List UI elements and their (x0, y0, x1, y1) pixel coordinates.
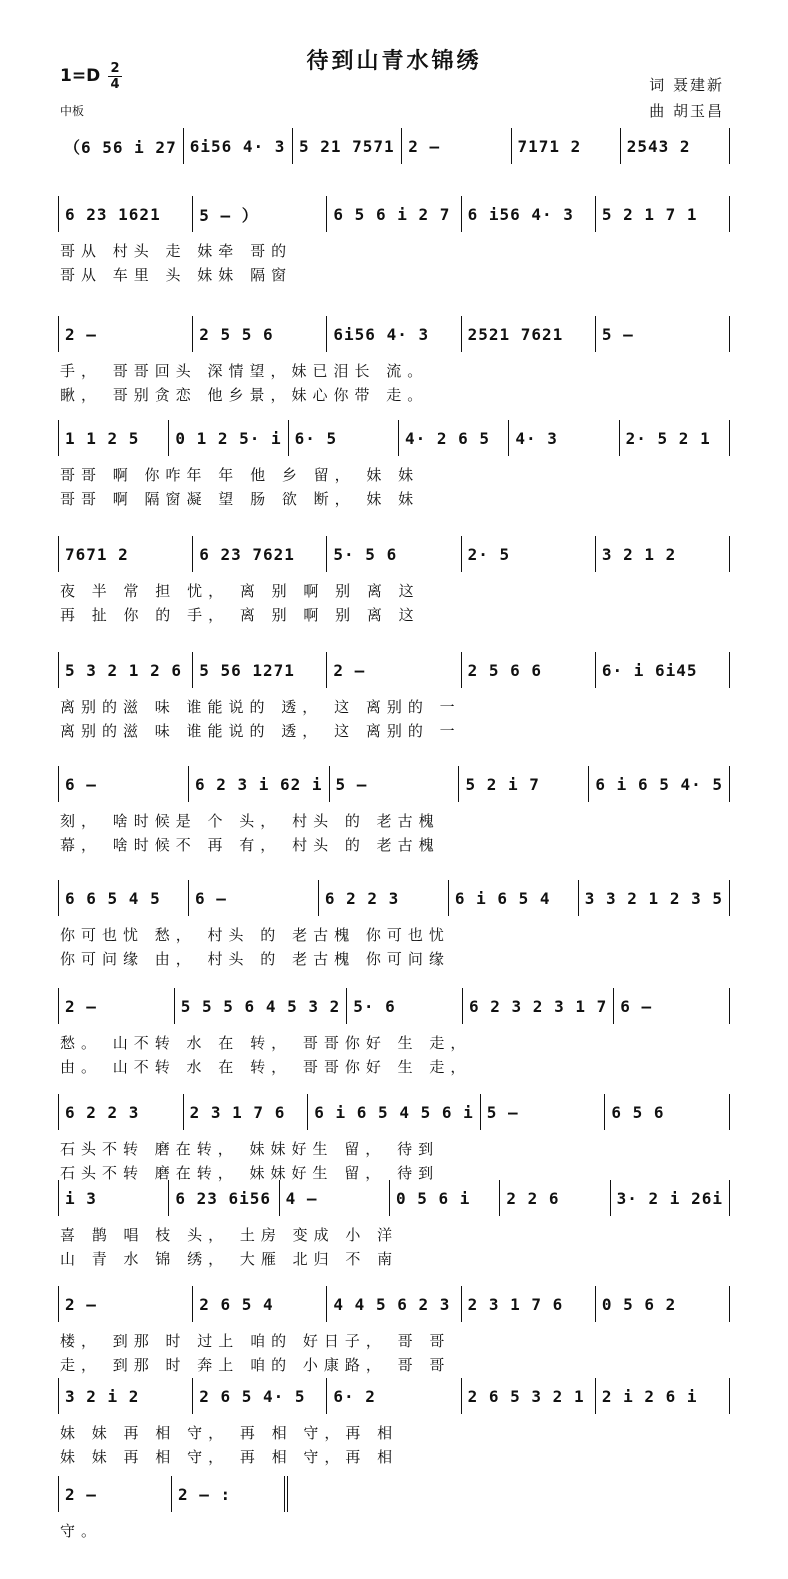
measure: 3 2 1 2 (596, 536, 730, 572)
lyricist-credit: 词 聂建新 (649, 76, 724, 94)
lyric-line: 再 扯 你 的 手， 离 别 啊 别 离 这 (60, 606, 420, 624)
lyric-line: 哥从 村头 走 妹牵 哥的 (60, 242, 293, 260)
time-signature (108, 62, 122, 91)
measure: 6 – (614, 988, 730, 1024)
notation-line (58, 766, 730, 802)
measure: 5 2 i 7 (459, 766, 589, 802)
measure: 2 – (402, 128, 511, 164)
tempo-marking: 中板 (60, 104, 85, 118)
notation-line (58, 1476, 288, 1512)
measure: 5 21 7571 (293, 128, 402, 164)
measure: 6i56 4· 3 (327, 316, 461, 352)
lyric-line: 哥哥 啊 你咋年 年 他 乡 留， 妹 妹 (60, 466, 420, 484)
notation-line (58, 196, 730, 232)
measure: 3 2 i 2 (58, 1378, 193, 1414)
measure: 2 – (58, 1286, 193, 1322)
lyric-line: 由。 山不转 水 在 转， 哥哥你好 生 走， (60, 1058, 472, 1076)
notation-line (58, 988, 730, 1024)
lyric-line: 愁。 山不转 水 在 转， 哥哥你好 生 走， (60, 1034, 472, 1052)
notation-line (58, 880, 730, 916)
measure: 4 – (280, 1180, 390, 1216)
measure: 2 6 5 4· 5 (193, 1378, 327, 1414)
lyric-line: 夜 半 常 担 忧， 离 别 啊 别 离 这 (60, 582, 420, 600)
lyric-line: 离别的滋 味 谁能说的 透， 这 离别的 一 (60, 698, 461, 716)
measure: 7171 2 (512, 128, 621, 164)
measure: 6 i 6 5 4 (449, 880, 579, 916)
lyric-line: 守。 (60, 1522, 103, 1540)
measure: 5· 5 6 (327, 536, 461, 572)
lyric-line: 手， 哥哥回头 深情望，妹已泪长 流。 (60, 362, 429, 380)
measure: 6 2 3 i 62 i (189, 766, 330, 802)
measure: 2 i 2 6 i (596, 1378, 730, 1414)
lyric-line: 离别的滋 味 谁能说的 透， 这 离别的 一 (60, 722, 461, 740)
lyric-line: 瞅， 哥别贪恋 他乡景，妹心你带 走。 (60, 386, 429, 404)
notation-line (58, 1286, 730, 1322)
lyric-line: 刻， 啥时候是 个 头， 村头 的 老古槐 (60, 812, 440, 830)
measure: 6· 5 (289, 420, 399, 456)
measure: 2 – (58, 316, 193, 352)
key-signature: 1=D (60, 66, 101, 86)
measure: 2 5 6 6 (462, 652, 596, 688)
meter-top: 2 (110, 61, 120, 76)
measure: 5 – ） (193, 196, 327, 232)
notation-line (58, 1094, 730, 1130)
measure: 2 5 5 6 (193, 316, 327, 352)
measure: 6 2 3 2 3 1 7 (463, 988, 614, 1024)
lyric-line: 喜 鹊 唱 枝 头， 土房 变成 小 洋 (60, 1226, 399, 1244)
measure: 5 3 2 1 2 6 (58, 652, 193, 688)
lyric-line: 楼， 到那 时 过上 咱的 好日子， 哥 哥 (60, 1332, 451, 1350)
notation-line (58, 420, 730, 456)
measure: 2· 5 2 1 (620, 420, 730, 456)
measure: 6 23 7621 (193, 536, 327, 572)
measure: 4· 3 (509, 420, 619, 456)
measure: 2 6 5 4 (193, 1286, 327, 1322)
measure: 2 – : (172, 1476, 288, 1512)
notation-line (58, 128, 730, 164)
notation-line (58, 1378, 730, 1414)
measure: 5 5 5 6 4 5 3 2 (175, 988, 348, 1024)
lyric-line: 你可问缘 由， 村头 的 老古槐 你可问缘 (60, 950, 450, 968)
composer-credit: 曲 胡玉昌 (649, 102, 724, 120)
measure: 6· i 6i45 (596, 652, 730, 688)
measure: 6 5 6 i 2 7 (327, 196, 461, 232)
measure: 6 i56 4· 3 (462, 196, 596, 232)
measure: 2 – (327, 652, 461, 688)
notation-line (58, 536, 730, 572)
measure: 6 i 6 5 4 5 6 i (308, 1094, 481, 1130)
measure: 6· 2 (327, 1378, 461, 1414)
measure: i 3 (58, 1180, 169, 1216)
measure: （6 56 i 27 (58, 128, 184, 164)
measure: 6 23 6i56 (169, 1180, 279, 1216)
measure: 0 5 6 i (390, 1180, 500, 1216)
lyric-line: 走， 到那 时 奔上 咱的 小康路， 哥 哥 (60, 1356, 451, 1374)
measure: 2 3 1 7 6 (462, 1286, 596, 1322)
measure: 7671 2 (58, 536, 193, 572)
measure: 3· 2 i 26i (611, 1180, 730, 1216)
measure: 6 2 2 3 (319, 880, 449, 916)
lyric-line: 幕， 啥时候不 再 有， 村头 的 老古槐 (60, 836, 440, 854)
measure: 6 – (58, 766, 189, 802)
measure: 3 3 2 1 2 3 5 (579, 880, 730, 916)
measure: 2 3 1 7 6 (184, 1094, 309, 1130)
measure: 2· 5 (462, 536, 596, 572)
lyric-line: 哥哥 啊 隔窗凝 望 肠 欲 断， 妹 妹 (60, 490, 420, 508)
measure: 2543 2 (621, 128, 730, 164)
measure: 5 56 1271 (193, 652, 327, 688)
notation-line (58, 652, 730, 688)
measure: 5 2 1 7 1 (596, 196, 730, 232)
measure: 0 1 2 5· i (169, 420, 288, 456)
measure: 5 – (481, 1094, 606, 1130)
measure: 4· 2 6 5 (399, 420, 509, 456)
lyric-line: 哥从 车里 头 妹妹 隔窗 (60, 266, 293, 284)
measure: 2521 7621 (462, 316, 596, 352)
measure: 2 2 6 (500, 1180, 610, 1216)
lyric-line: 石头不转 磨在转， 妹妹好生 留， 待到 (60, 1164, 440, 1182)
lyric-line: 山 青 水 锦 绣， 大雁 北归 不 南 (60, 1250, 399, 1268)
lyric-line: 石头不转 磨在转， 妹妹好生 留， 待到 (60, 1140, 440, 1158)
meter-bottom: 4 (110, 77, 120, 92)
measure: 5· 6 (347, 988, 463, 1024)
measure: 6 2 2 3 (58, 1094, 184, 1130)
measure: 6 i 6 5 4· 5 (589, 766, 730, 802)
lyric-line: 妹 妹 再 相 守， 再 相 守，再 相 (60, 1424, 399, 1442)
measure: 1 1 2 5 (58, 420, 169, 456)
measure: 0 5 6 2 (596, 1286, 730, 1322)
notation-line (58, 1180, 730, 1216)
notation-line (58, 316, 730, 352)
lyric-line: 妹 妹 再 相 守， 再 相 守，再 相 (60, 1448, 399, 1466)
song-title: 待到山青水锦绣 (306, 49, 482, 74)
measure: 2 – (58, 1476, 172, 1512)
measure: 6 5 6 (605, 1094, 730, 1130)
measure: 2 6 5 3 2 1 (462, 1378, 596, 1414)
measure: 6i56 4· 3 (184, 128, 293, 164)
measure: 6 23 1621 (58, 196, 193, 232)
measure: 5 – (596, 316, 730, 352)
measure: 2 – (58, 988, 175, 1024)
measure: 5 – (330, 766, 460, 802)
measure: 6 6 5 4 5 (58, 880, 189, 916)
lyric-line: 你可也忧 愁， 村头 的 老古槐 你可也忧 (60, 926, 450, 944)
measure: 6 – (189, 880, 319, 916)
measure: 4 4 5 6 2 3 (327, 1286, 461, 1322)
